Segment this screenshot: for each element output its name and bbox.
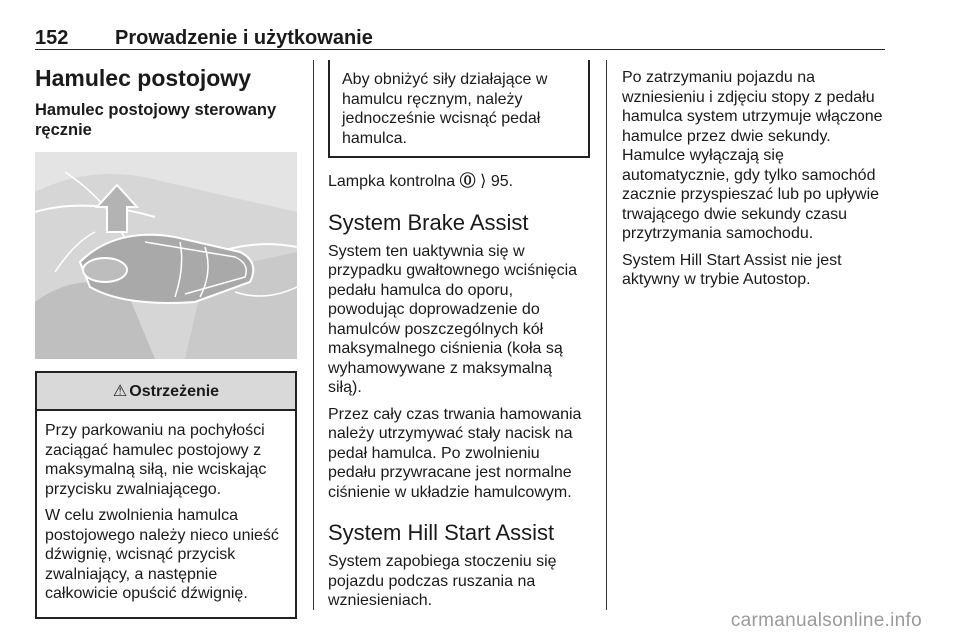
column-2: [328, 60, 590, 618]
warning-heading-text: Ostrzeżenie: [129, 383, 220, 400]
lamp-page-ref: 95.: [490, 173, 514, 190]
column-3: [622, 60, 884, 297]
warning-heading: [37, 373, 295, 411]
lamp-reference: [328, 172, 590, 192]
section-heading-brake-assist: System Brake Assist: [328, 209, 529, 235]
page-ref-arrow-icon: ⟩: [480, 173, 487, 190]
section-title: Hamulec postojowy: [35, 65, 251, 91]
warning-box: [35, 371, 297, 619]
paragraph: System ten uaktywnia się w przypadku gwałtownego wciśnięcia pedału hamulca do oporu, powodując doprowadzenie do hamulców poszczególnych kół maksymalnego ciśnienia (koła są wyhamowywane z maksymalną siłą).: [328, 242, 578, 396]
paragraph: Przez cały czas trwania hamowania należy utrzymywać stały nacisk na pedał hamulca. Po zwolnieniu pedału przywracane jest normalne ciśnienie w układzie hamulcowym.: [328, 405, 582, 501]
paragraph: System Hill Start Assist nie jest aktywny w trybie Autostop.: [622, 251, 842, 288]
column-divider-2: [606, 60, 607, 610]
brake-lamp-icon: ⓪: [459, 173, 476, 190]
watermark: carmanualsonline.info: [730, 610, 922, 631]
page-header: [35, 27, 885, 50]
section-subtitle: Hamulec postojowy sterowany ręcznie: [35, 101, 277, 139]
lamp-label: Lampka kontrolna: [328, 173, 456, 190]
running-title: Prowadzenie i użytkowanie: [115, 27, 373, 49]
handbrake-lever-illustration: [35, 152, 297, 359]
note-box: [328, 60, 590, 158]
paragraph: System zapobiega stoczeniu się pojazdu podczas ruszania na wzniesieniach.: [328, 553, 557, 609]
section-heading-hill-start-assist: System Hill Start Assist: [328, 520, 555, 545]
warning-triangle-icon: ⚠: [112, 383, 128, 400]
handbrake-illustration-svg: [35, 152, 297, 359]
warning-body: [37, 411, 295, 617]
warning-paragraph: Przy parkowaniu na pochyłości zaciągać hamulec postojowy z maksymalną siłą, nie wciskając przycisku zwalniającego.: [45, 422, 267, 498]
note-text: Aby obniżyć siły działające w hamulcu ręcznym, należy jednocześnie wcisnąć pedał hamulca.: [342, 71, 548, 147]
column-1: [35, 60, 297, 619]
column-divider-1: [313, 60, 314, 610]
page-number: 152: [35, 27, 69, 49]
paragraph: Po zatrzymaniu pojazdu na wzniesieniu i zdjęciu stopy z pedału hamulca system utrzymuje włączone hamulce przez dwie sekundy. Hamulce wyłączają się automatycznie, gdy tylko samochód zacznie przyspieszać lub po upływie trwającego dwie sekundy czasu przytrzymania samochodu.: [622, 69, 883, 242]
warning-paragraph: W celu zwolnienia hamulca postojowego należy nieco unieść dźwignię, wcisnąć przycisk zwalniający, a następnie całkowicie opuścić dźwignię.: [45, 507, 279, 602]
